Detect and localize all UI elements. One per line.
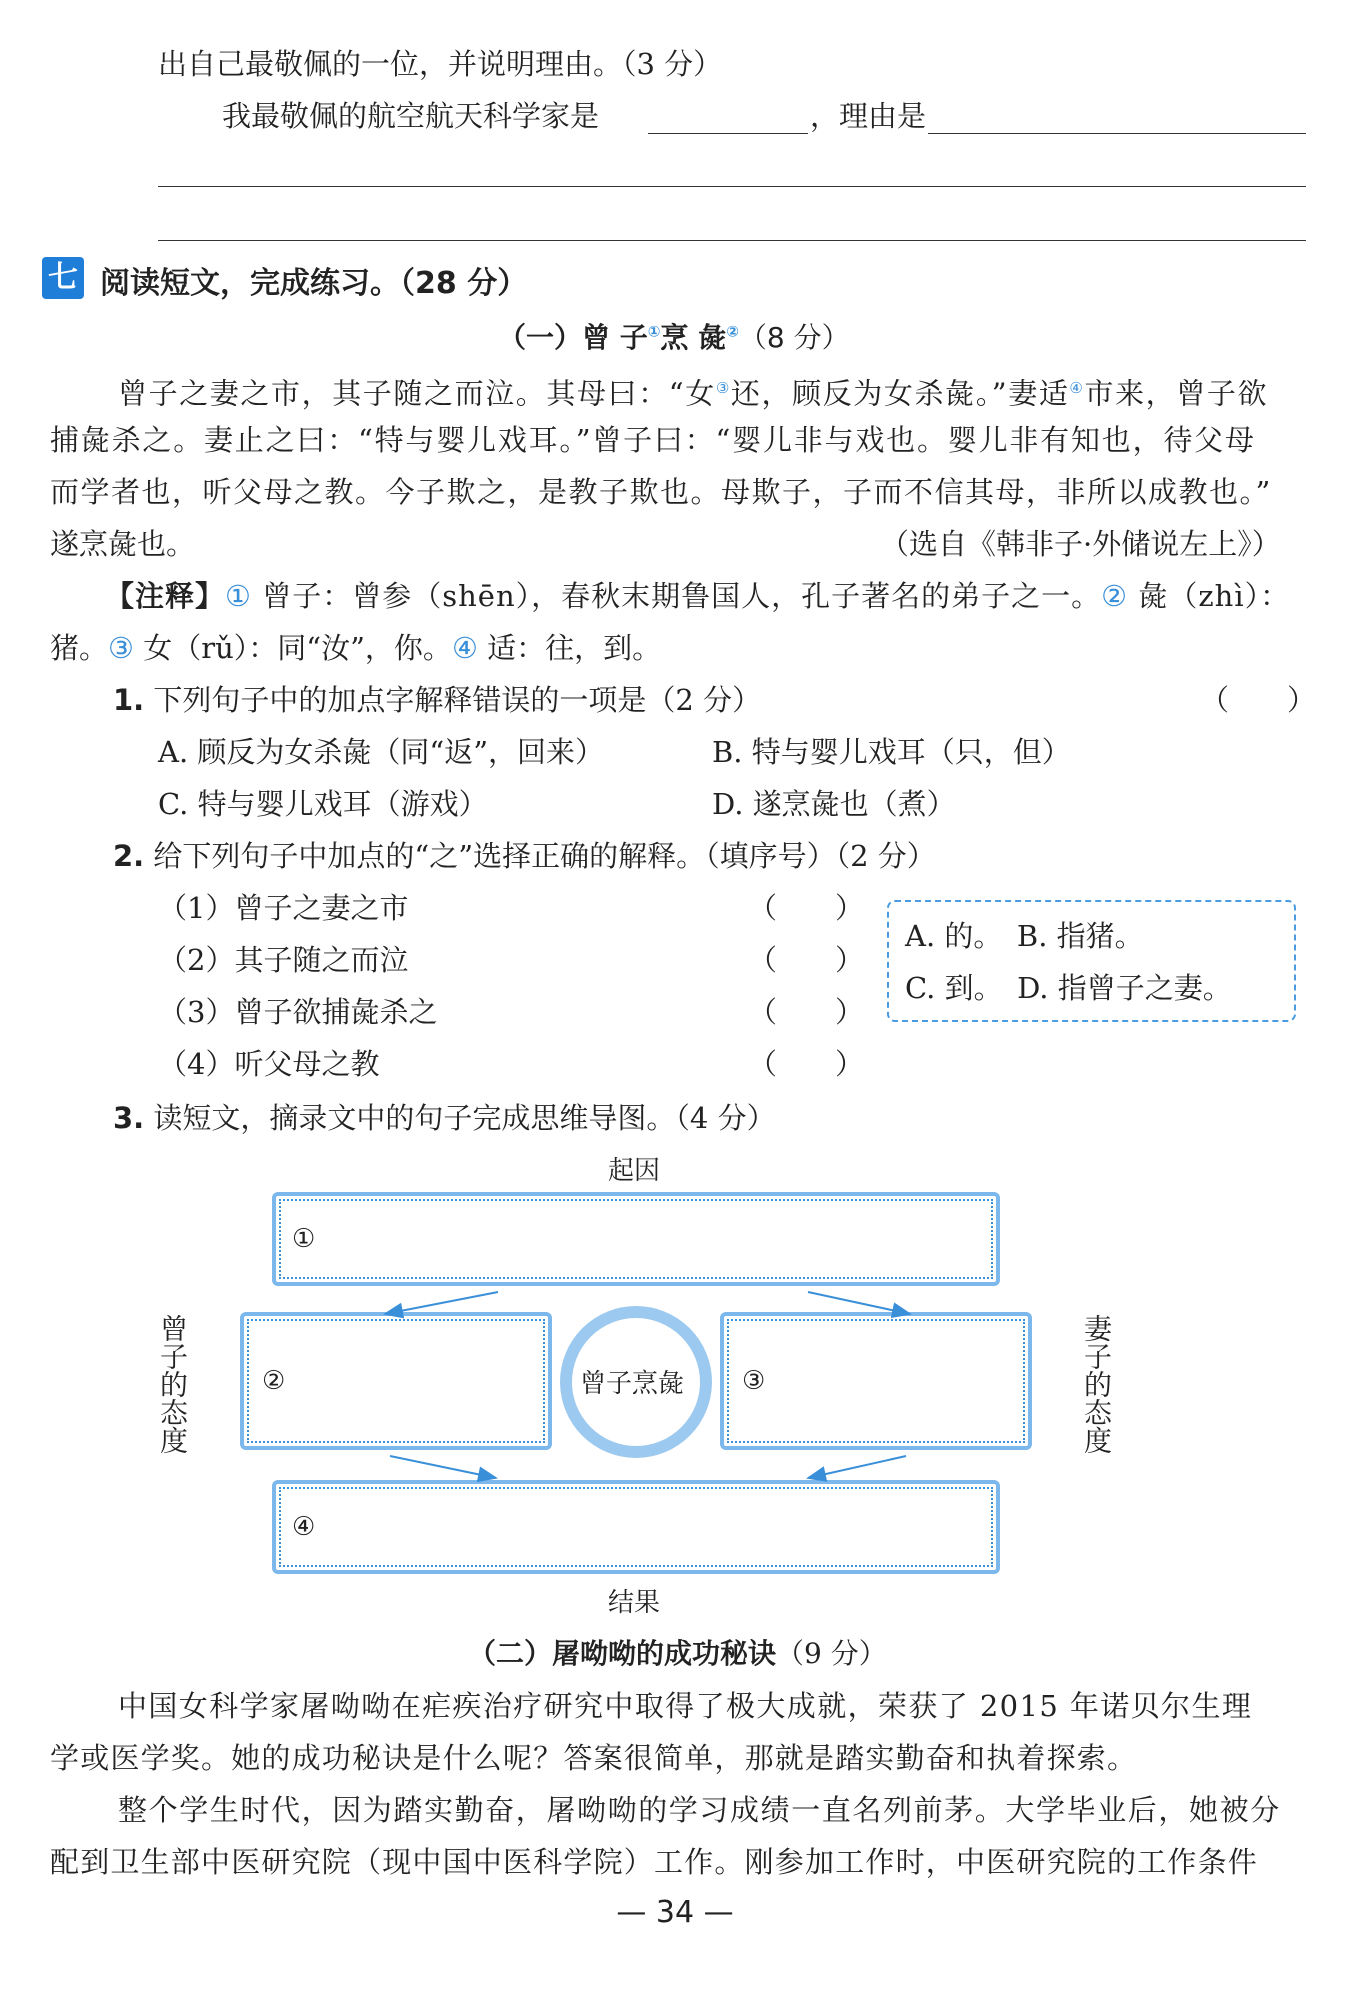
q1-option-d[interactable]: D. 遂烹彘也（煮）: [712, 787, 956, 821]
notes-line-1: 【注释】① 曾子：曾参（shēn），春秋末期鲁国人，孔子著名的弟子之一。② 彘（zhì）：: [105, 579, 1291, 613]
q2-answer-paren-3[interactable]: （ ）: [748, 995, 865, 1029]
q1-option-a[interactable]: A. 顾反为女杀彘（同“返”，回来）: [158, 735, 605, 769]
passage1-title: （一）曾 子①烹 彘②（8 分）: [498, 321, 850, 354]
q2-options-line-2: C. 到。 D. 指曾子之妻。: [905, 971, 1232, 1005]
mindmap-box-2-number: ②: [262, 1366, 286, 1396]
q2-answer-paren-1[interactable]: （ ）: [748, 891, 865, 925]
q2-answer-paren-4[interactable]: （ ）: [748, 1047, 865, 1081]
q2-answer-paren-2[interactable]: （ ）: [748, 943, 865, 977]
passage1-line-3: 而学者也，听父母之教。今子欺之，是教子欺也。母欺子，子而不信其母，非所以成教也。”: [50, 475, 1272, 509]
q2-item-1: （1）曾子之妻之市: [158, 891, 409, 925]
section-title: 阅读短文，完成练习。（28 分）: [100, 266, 528, 301]
arrow-to-box-4-left: [390, 1456, 496, 1478]
q2-item-3: （3）曾子欲捕彘杀之: [158, 995, 438, 1029]
section-number-badge: 七: [42, 257, 84, 299]
mindmap-center-label: 曾子烹彘: [580, 1369, 685, 1399]
answer-prompt-scientist: 我最敬佩的航空航天科学家是: [222, 99, 600, 133]
passage2-title: （二）屠呦呦的成功秘诀（9 分）: [468, 1637, 887, 1670]
passage1-source: （选自《韩非子·外储说左上》）: [880, 527, 1281, 561]
arrow-to-box-3: [808, 1292, 910, 1314]
passage2-line-2: 学或医学奖。她的成功秘诀是什么呢？答案很简单，那就是踏实勤奋和执着探索。: [50, 1741, 1138, 1775]
q2-stem: 2. 给下列句子中加点的“之”选择正确的解释。（填序号）（2 分）: [113, 839, 936, 873]
mindmap-cause-label: 起因: [608, 1156, 661, 1186]
q1-option-b[interactable]: B. 特与婴儿戏耳（只，但）: [712, 735, 1071, 769]
arrow-to-box-2: [385, 1292, 498, 1314]
page-number: — 34 —: [616, 1895, 734, 1930]
mindmap-left-label: 曾子的态度: [156, 1314, 189, 1454]
q1-option-c[interactable]: C. 特与婴儿戏耳（游戏）: [158, 787, 488, 821]
passage1-line-1: 曾子之妻之市，其子随之而泣。其母曰：“女③还，顾反为女杀彘。”妻适④市来，曾子欲: [118, 376, 1269, 411]
mindmap-result-label: 结果: [608, 1588, 661, 1618]
passage1-title-mid: 烹 彘: [660, 321, 727, 354]
arrow-to-box-4-right: [808, 1456, 906, 1478]
q2-item-4: （4）听父母之教: [158, 1047, 380, 1081]
passage1-line-4: 遂烹彘也。: [50, 527, 196, 561]
mindmap-box-1-number: ①: [292, 1224, 316, 1254]
continued-question-line: 出自己最敬佩的一位，并说明理由。（3 分）: [158, 47, 723, 81]
q2-options-line-1: A. 的。 B. 指猪。: [905, 919, 1144, 953]
answer-prompt-reason: ，理由是: [810, 99, 927, 133]
passage2-line-4: 配到卫生部中医研究院（现中国中医科学院）工作。刚参加工作时，中医研究院的工作条件: [50, 1845, 1259, 1879]
q1-answer-paren[interactable]: （ ）: [1200, 683, 1317, 717]
passage2-line-3: 整个学生时代，因为踏实勤奋，屠呦呦的学习成绩一直名列前茅。大学毕业后，她被分: [118, 1793, 1281, 1827]
q2-item-2: （2）其子随之而泣: [158, 943, 409, 977]
notes-line-2: 猪。③ 女（rǔ）：同“汝”，你。④ 适：往，到。: [50, 631, 662, 665]
mindmap-right-label: 妻子的态度: [1080, 1314, 1113, 1454]
passage1-line-2: 捕彘杀之。妻止之曰：“特与婴儿戏耳。”曾子曰：“婴儿非与戏也。婴儿非有知也，待父母: [50, 423, 1256, 457]
q3-stem: 3. 读短文，摘录文中的句子完成思维导图。（4 分）: [113, 1101, 776, 1135]
mindmap-box-3-number: ③: [742, 1366, 766, 1396]
passage2-line-1: 中国女科学家屠呦呦在疟疾治疗研究中取得了极大成就，荣获了 2015 年诺贝尔生理: [118, 1689, 1253, 1723]
mindmap-box-4-number: ④: [292, 1512, 316, 1542]
q1-stem: 1. 下列句子中的加点字解释错误的一项是（2 分）: [113, 683, 762, 717]
